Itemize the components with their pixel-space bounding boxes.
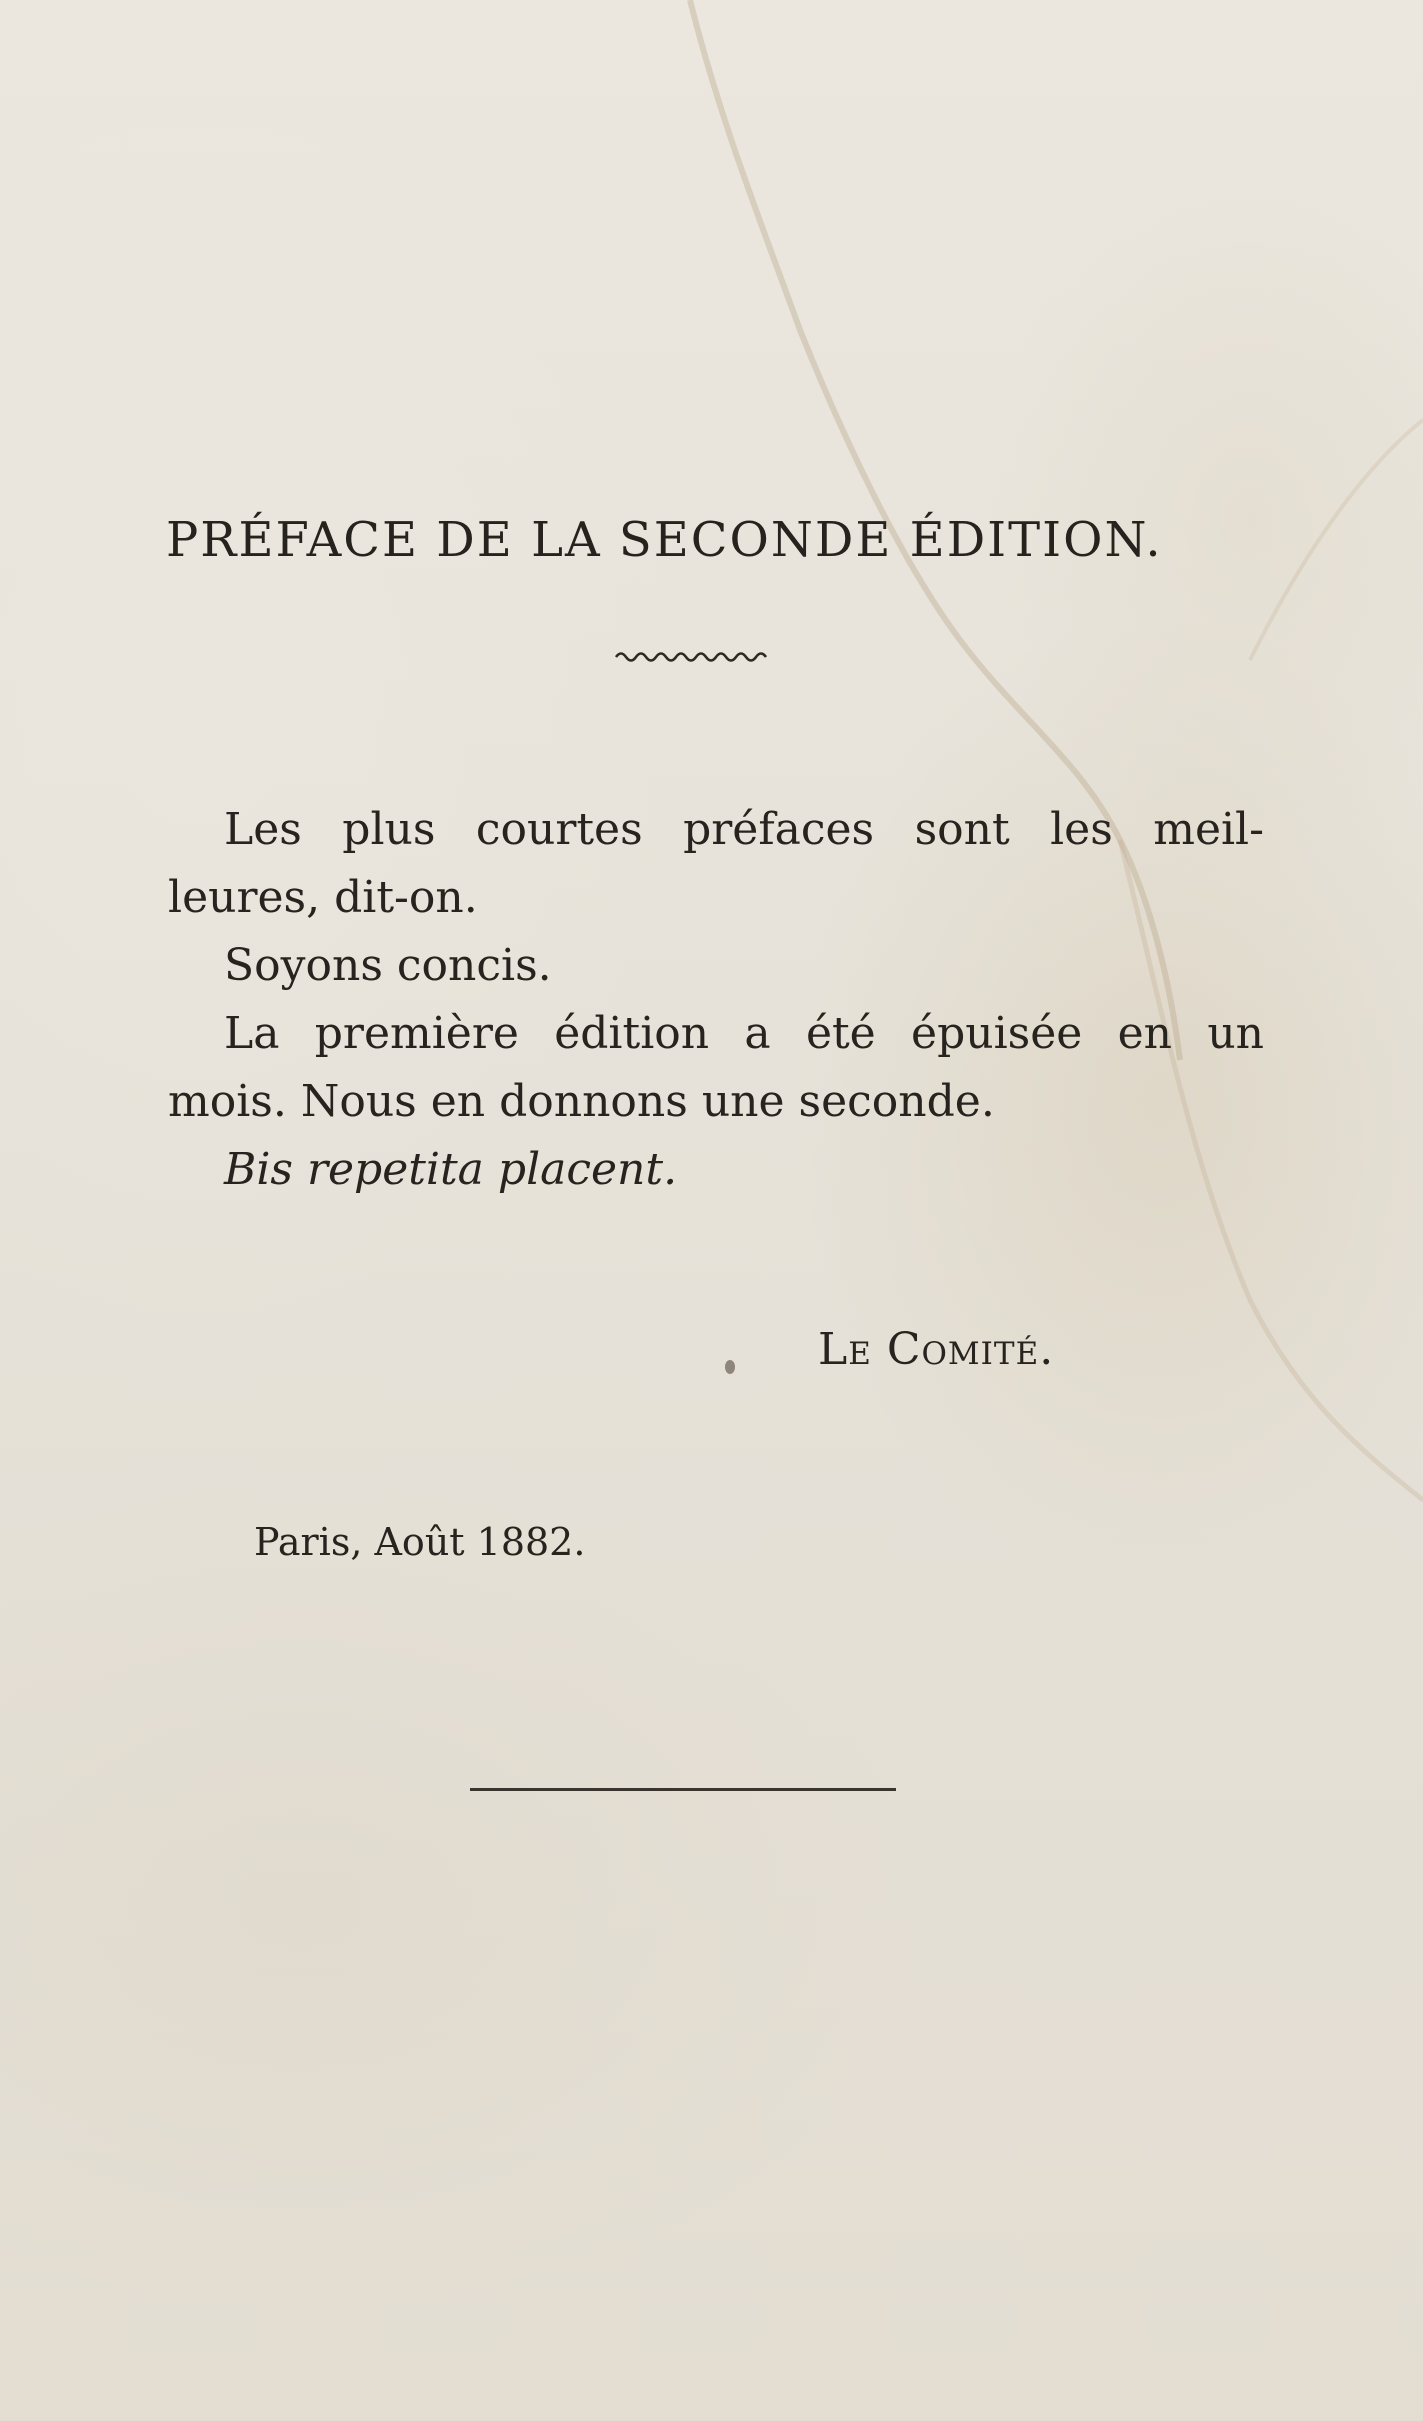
ink-speck bbox=[725, 1360, 735, 1374]
preface-text bbox=[168, 796, 1264, 1204]
text-line: Soyons concis. bbox=[224, 940, 552, 991]
wavy-ornament bbox=[614, 648, 774, 666]
end-rule bbox=[470, 1788, 896, 1791]
text-line: leures, dit-on. bbox=[168, 872, 478, 923]
text-line: La première édition a été épuisée en un bbox=[224, 1008, 1264, 1059]
place-date: Paris, Août 1882. bbox=[254, 1520, 586, 1564]
text-line: Les plus courtes préfaces sont les meil- bbox=[224, 804, 1264, 855]
signature: Le Comité. bbox=[818, 1324, 1055, 1375]
text-line: mois. Nous en donnons une seconde. bbox=[168, 1076, 995, 1127]
latin-quote: Bis repetita placent. bbox=[224, 1144, 678, 1195]
page-title: PRÉFACE DE LA SECONDE ÉDITION. bbox=[166, 512, 1163, 568]
